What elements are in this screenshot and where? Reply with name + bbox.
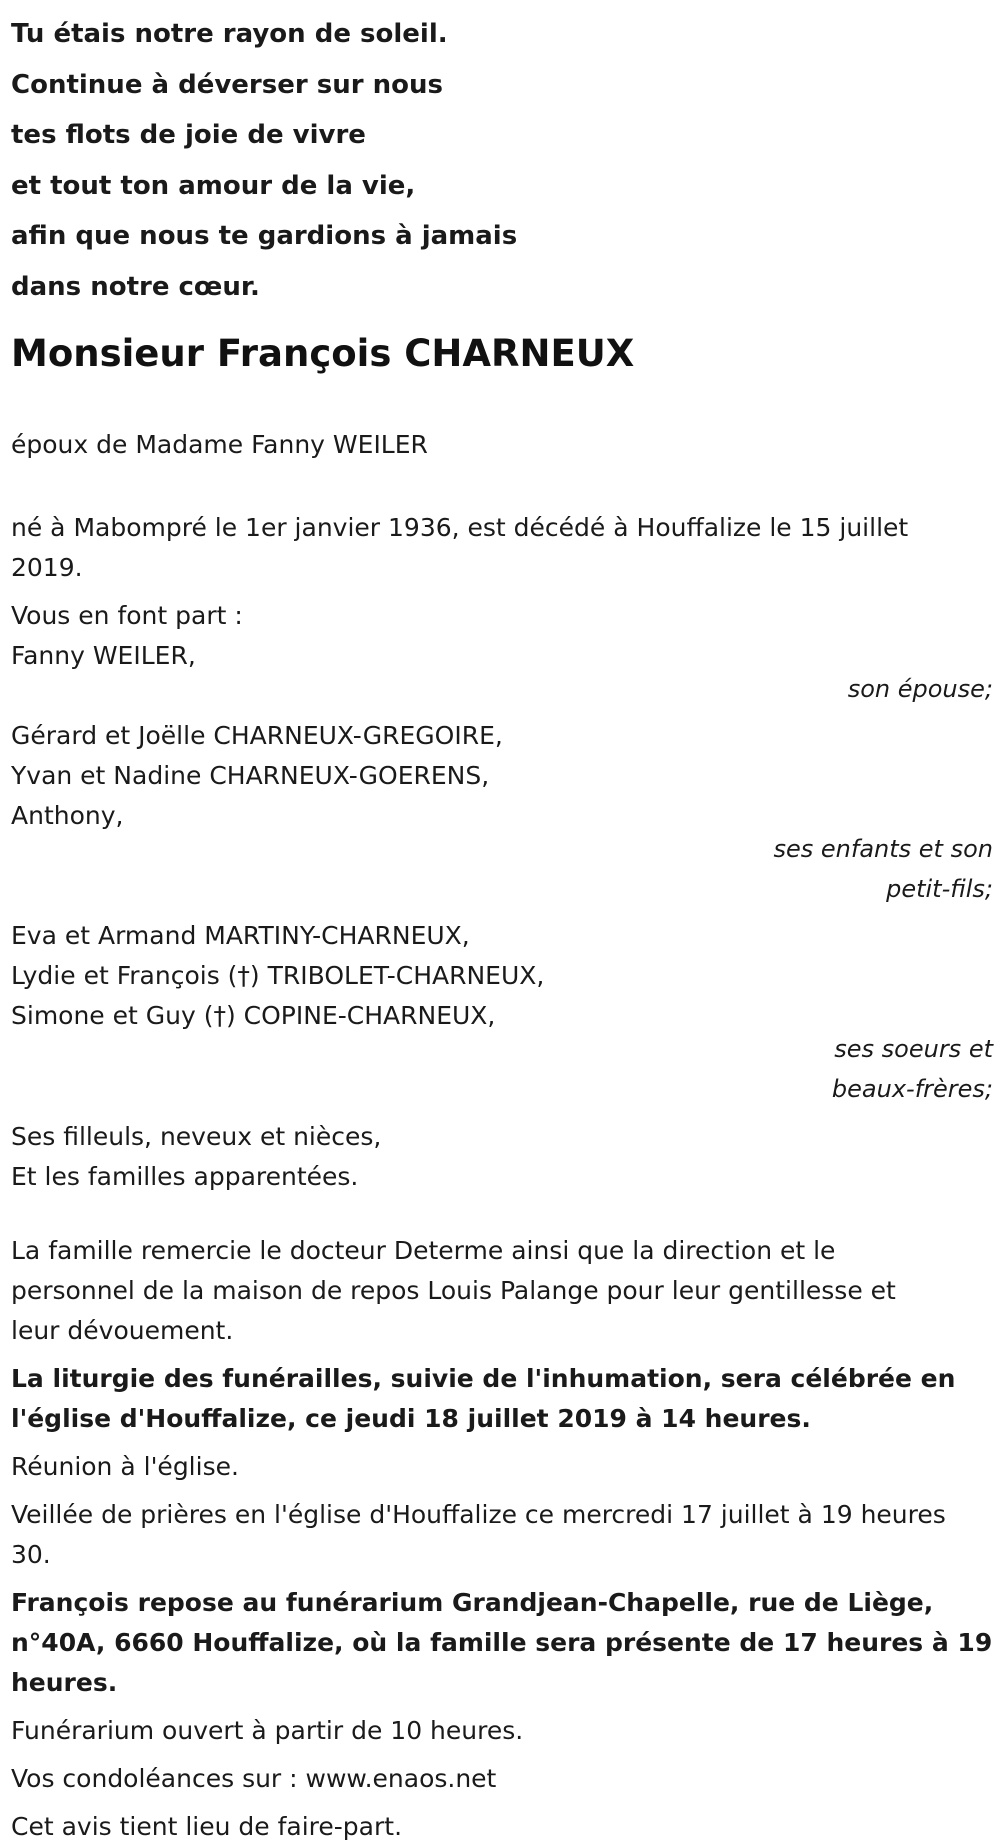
relation-text: son épouse;	[847, 675, 993, 703]
liturgy-paragraph	[11, 1359, 996, 1439]
family-group	[11, 716, 996, 836]
family-member: Gérard et Joëlle CHARNEUX-GREGOIRE,	[11, 721, 503, 750]
family-member: Lydie et François (†) TRIBOLET-CHARNEUX,	[11, 961, 545, 990]
poem-line: Continue à déverser sur nous	[11, 69, 443, 100]
vigil-paragraph	[11, 1495, 996, 1575]
relation-text: ses enfants et son	[773, 835, 993, 863]
rest-line: François repose au funérarium Grandjean-Chapelle, rue de Liège,	[11, 1588, 934, 1617]
vigil-line: Veillée de prières en l'église d'Houffalize ce mercredi 17 juillet à 19 heures	[11, 1500, 946, 1529]
thanks-line: personnel de la maison de repos Louis Palange pour leur gentillesse et	[11, 1276, 896, 1305]
poem	[11, 0, 996, 312]
liturgy-line: La liturgie des funérailles, suivie de l'inhumation, sera célébrée en	[11, 1364, 956, 1393]
poem-line: Tu étais notre rayon de soleil.	[11, 19, 448, 49]
rest-line: heures.	[11, 1668, 118, 1697]
family-member: Eva et Armand MARTINY-CHARNEUX,	[11, 921, 470, 950]
birth-death-line	[11, 508, 996, 588]
poem-line: dans notre cœur.	[11, 271, 260, 302]
announcement-intro: Vous en font part :	[11, 601, 243, 630]
family-group	[11, 916, 996, 1036]
spouse-line: époux de Madame Fanny WEILER	[11, 430, 428, 459]
rest-line: n°40A, 6660 Houffalize, où la famille sera présente de 17 heures à 19	[11, 1628, 993, 1657]
notice-line: Cet avis tient lieu de faire-part.	[11, 1812, 403, 1841]
family-member: Anthony,	[11, 801, 124, 830]
poem-line: et tout ton amour de la vie,	[11, 170, 416, 201]
poem-line: afin que nous te gardions à jamais	[11, 221, 518, 251]
relative-line: Et les familles apparentées.	[11, 1162, 359, 1191]
vigil-line: 30.	[11, 1540, 51, 1569]
meeting-line: Réunion à l'église.	[11, 1452, 239, 1481]
thanks-paragraph	[11, 1231, 996, 1351]
thanks-line: La famille remercie le docteur Determe ainsi que la direction et le	[11, 1236, 836, 1265]
poem-line: tes flots de joie de vivre	[11, 120, 366, 150]
family-member: Fanny WEILER,	[11, 641, 196, 670]
family-member: Simone et Guy (†) COPINE-CHARNEUX,	[11, 1001, 496, 1030]
thanks-line: leur dévouement.	[11, 1316, 234, 1345]
deceased-name: Monsieur François CHARNEUX	[11, 332, 635, 375]
relation-text: beaux-frères;	[831, 1075, 993, 1103]
birth-death-text: 2019.	[11, 553, 83, 582]
relation-text: ses soeurs et	[834, 1035, 993, 1063]
relation-label	[11, 829, 996, 909]
condolences-line: Vos condoléances sur : www.enaos.net	[11, 1764, 497, 1793]
birth-death-text: né à Mabompré le 1er janvier 1936, est décédé à Houffalize le 15 juillet	[11, 513, 909, 542]
other-relatives	[11, 1117, 996, 1197]
relation-text: petit-fils;	[886, 875, 993, 903]
relation-label	[11, 1029, 996, 1109]
relative-line: Ses filleuls, neveux et nièces,	[11, 1122, 382, 1151]
family-member: Yvan et Nadine CHARNEUX-GOERENS,	[11, 761, 490, 790]
opening-hours-line: Funérarium ouvert à partir de 10 heures.	[11, 1716, 524, 1745]
liturgy-line: l'église d'Houffalize, ce jeudi 18 juillet 2019 à 14 heures.	[11, 1404, 811, 1433]
rest-paragraph	[11, 1583, 996, 1703]
